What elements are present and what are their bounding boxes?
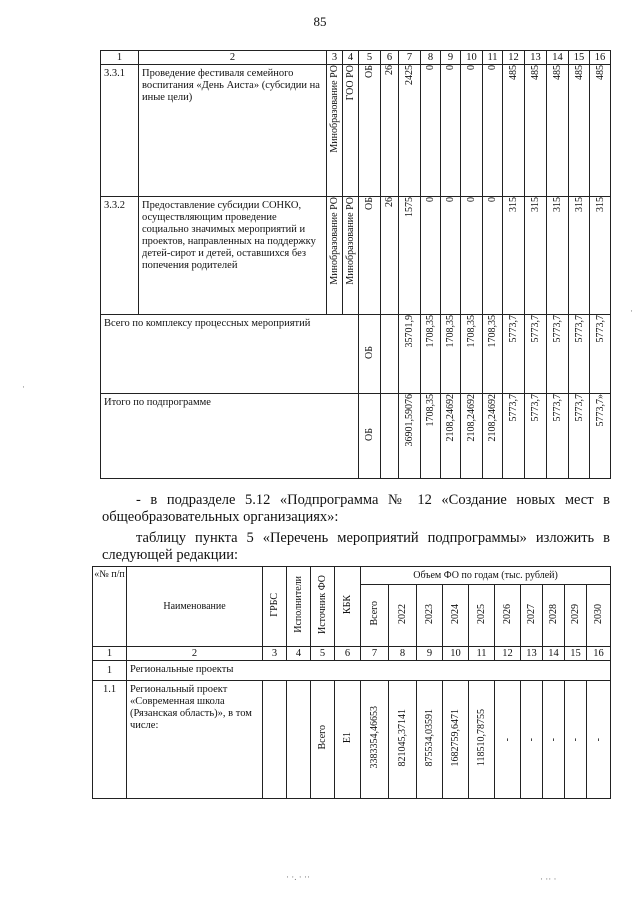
value-cell: 485 [552,65,563,80]
value-cell: 5773,7 [594,315,606,343]
table-row [101,65,611,197]
header-year: 2029 [570,603,581,624]
header-year: 2025 [476,603,487,624]
paragraph-line: - в подразделе 5.12 «Подпрограмма № 12 «Создание новых мест в [136,492,610,508]
scan-speck: · [22,382,25,392]
source-cell: ОБ [364,65,375,78]
table-continued [100,50,611,479]
col-num: 11 [469,647,495,661]
header-year: 2028 [548,603,559,624]
col-num: 8 [421,51,441,65]
row-name: Проведение фестиваля семейного воспитания «День Аиста» (субсидии на иные цели) [139,65,327,197]
kbk-cell: Е1 [342,731,353,744]
activities-table [92,566,611,799]
value-cell: 0 [445,65,456,70]
header-year: 2027 [526,603,537,624]
section-row [93,661,611,681]
col-num: 10 [461,51,483,65]
value-cell: 2108,24692 [487,394,498,442]
col-num: 9 [417,647,443,661]
value-cell: 485 [594,65,606,80]
scan-speck: · ·. · ·· [286,872,310,882]
value-cell: 118510,78755 [476,708,487,767]
value-cell: 2425 [404,65,415,85]
header-grbs: ГРБС [269,592,280,617]
value-cell: - [526,738,537,742]
header-executors: Исполнители [293,576,304,633]
value-cell: 2108,24692 [466,394,477,442]
value-cell: 875534,03591 [424,708,435,767]
col-num: 7 [399,51,421,65]
value-cell: 1708,35 [466,315,477,348]
value-cell: 485 [508,65,519,80]
value-cell: 315 [594,197,606,212]
value-cell: 0 [487,65,498,70]
grbs-cell: Минобразование РО [329,197,340,285]
scan-speck: · ·· · [540,874,557,884]
col-num: 5 [311,647,335,661]
header-year: 2022 [397,603,408,624]
col-num: 6 [381,51,399,65]
paragraph-line: таблицу пункта 5 «Перечень мероприятий подпрограммы» изложить в [136,530,610,546]
header-source: Источник ФО [317,575,328,634]
value-cell: 2108,24692 [445,394,456,442]
value-cell: 5773,7 [530,394,541,422]
header-year: 2023 [424,603,435,624]
source-cell: Всего [317,725,328,750]
empty-cell [263,681,287,799]
col-num: 14 [547,51,569,65]
table-header-row [93,647,611,661]
value-cell: 5773,7 [552,394,563,422]
col-num: 2 [127,647,263,661]
value-cell: 3383354,46653 [369,706,380,769]
value-cell: - [548,738,559,742]
section-number: 1 [93,661,127,681]
total-row [101,315,611,394]
header-year: 2026 [502,603,513,624]
col-num: 15 [569,51,590,65]
paragraph-line: общеобразовательных организациях»: [102,509,339,525]
value-cell: 5773,7 [573,394,585,422]
value-cell: 5773,7 [508,394,519,422]
value-cell: 315 [508,197,519,212]
col-num: 3 [263,647,287,661]
col-num: 6 [335,647,361,661]
col-num: 16 [590,51,611,65]
value-cell: 5773,7 [508,315,519,343]
source-cell: ОБ [364,345,375,359]
header-num: «№ п/п [93,567,127,647]
value-cell: 315 [530,197,541,212]
col-num: 10 [443,647,469,661]
row-number: 1.1 [93,681,127,799]
value-cell: 0 [487,197,498,202]
total-row [101,394,611,479]
source-cell: ОБ [364,427,375,441]
value-cell: 315 [552,197,563,212]
executor-cell: Минобразование РО [345,197,356,285]
value-cell: 5773,7 [530,315,541,343]
total-label: Всего по комплексу процессных мероприятий [101,315,359,394]
value-cell: 315 [573,197,585,212]
executor-cell: ГОО РО [345,65,356,101]
section-name: Региональные проекты [127,661,611,681]
col-num: 4 [343,51,359,65]
value-cell: 5773,7 [552,315,563,343]
col-num: 9 [441,51,461,65]
kbk-cell: 26 [384,197,395,207]
amendment-paragraph [102,492,610,526]
col-num: 2 [139,51,327,65]
header-year: 2030 [593,603,605,624]
header-year: 2024 [450,603,461,624]
value-cell: - [593,738,605,742]
col-num: 1 [101,51,139,65]
value-cell: 5773,7 [573,315,585,343]
col-num: 1 [93,647,127,661]
table-row [93,681,611,799]
row-number: 3.3.1 [101,65,139,197]
value-cell: 0 [425,65,436,70]
table-header-row [93,567,611,585]
col-num: 5 [359,51,381,65]
value-cell: 1575 [404,197,415,217]
value-cell: 5773,7» [594,394,606,427]
col-num: 3 [327,51,343,65]
empty-cell [287,681,311,799]
value-cell: 1708,35 [445,315,456,348]
col-num: 16 [587,647,611,661]
value-cell: 485 [530,65,541,80]
value-cell: 821045,37141 [397,708,408,767]
col-num: 14 [543,647,565,661]
value-cell: 0 [445,197,456,202]
grbs-cell: Минобразование РО [329,65,340,153]
instruction-paragraph [102,530,610,564]
col-num: 8 [389,647,417,661]
header-year: Всего [369,601,380,626]
value-cell: 0 [466,65,477,70]
header-volume: Объем ФО по годам (тыс. рублей) [361,567,611,585]
col-num: 13 [521,647,543,661]
row-name: Региональный проект «Современная школа (Рязанская область)», в том числе: [127,681,263,799]
source-cell: ОБ [364,197,375,210]
total-label: Итого по подпрограмме [101,394,359,479]
col-num: 4 [287,647,311,661]
col-num: 11 [483,51,503,65]
empty-cell [381,315,399,394]
table-row [101,197,611,315]
col-num: 12 [495,647,521,661]
paragraph-line: следующей редакции: [102,547,239,563]
empty-cell [381,394,399,479]
col-num: 15 [565,647,587,661]
scan-speck: · [630,306,633,316]
value-cell: - [502,738,513,742]
value-cell: 1708,35 [425,315,436,348]
kbk-cell: 26 [384,65,395,75]
col-num: 13 [525,51,547,65]
value-cell: 1708,35 [425,394,436,427]
value-cell: 0 [466,197,477,202]
row-number: 3.3.2 [101,197,139,315]
page-number: 85 [313,14,327,29]
value-cell: 1682759,6471 [450,708,461,767]
table-header-row [101,51,611,65]
value-cell: 0 [425,197,436,202]
row-name: Предоставление субсидии СОНКО, осуществляющим проведение социально значимых мероприятий и проектов, направленных на поддержку детей-сирот и детей, оставшихся без попечения родителей [139,197,327,315]
value-cell: 36901,59076 [404,394,415,447]
value-cell: 1708,35 [487,315,498,348]
value-cell: 35701,9 [404,315,415,348]
header-kbk: КБК [342,594,353,615]
value-cell: 485 [573,65,585,80]
value-cell: - [570,738,581,742]
col-num: 7 [361,647,389,661]
header-name: Наименование [127,567,263,647]
col-num: 12 [503,51,525,65]
